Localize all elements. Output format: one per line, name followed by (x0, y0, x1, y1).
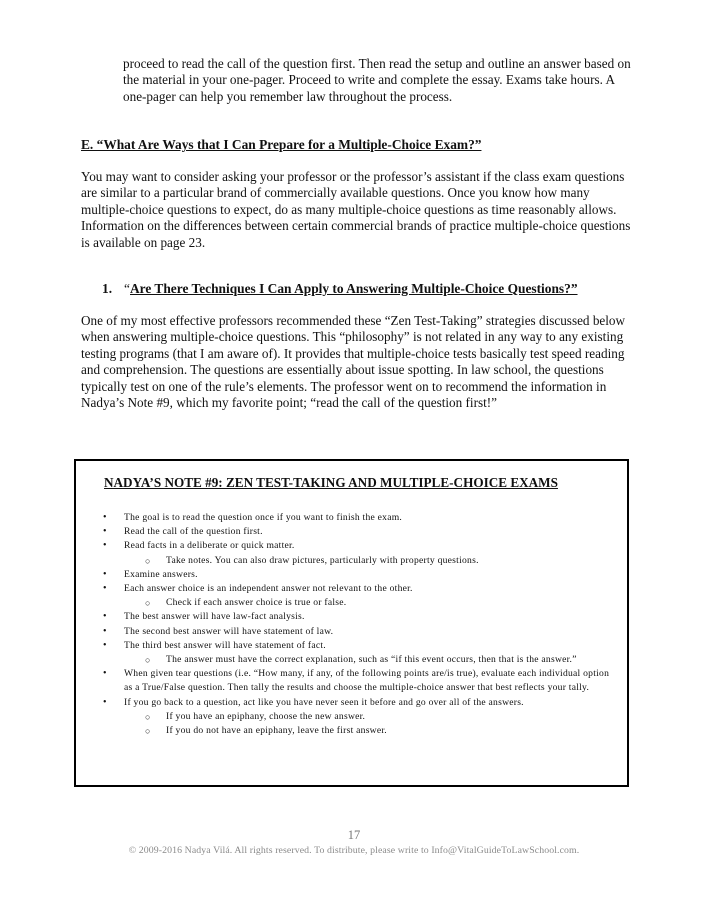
bullet-icon: • (103, 526, 107, 538)
note-list-item (103, 625, 613, 639)
note-sub-list (124, 596, 613, 610)
note-list-item (103, 582, 613, 610)
subsection-open-quote: “ (124, 281, 130, 296)
note-item-text: Examine answers. (124, 568, 198, 580)
note-sub-list (124, 710, 613, 738)
nadyas-note-box (74, 459, 629, 787)
bullet-icon: • (103, 668, 107, 680)
bullet-icon: • (103, 625, 107, 637)
note-bullet-list (103, 511, 613, 738)
note-list-item (103, 525, 613, 539)
note-sub-list (124, 653, 613, 667)
bullet-icon: • (103, 583, 107, 595)
hollow-circle-bullet-icon: ○ (145, 598, 151, 609)
hollow-circle-bullet-icon: ○ (145, 711, 151, 722)
note-list-item (103, 639, 613, 667)
section-e-heading: E. “What Are Ways that I Can Prepare for a Multiple-Choice Exam?” (81, 137, 482, 152)
note-sub-item (124, 724, 613, 738)
note-sub-list (124, 554, 613, 568)
subsection-1-heading (102, 281, 578, 297)
note-sub-item (124, 554, 613, 568)
note-item-text: If you go back to a question, act like you have never seen it before and go over all of the answers. (124, 696, 524, 708)
bullet-icon: • (103, 512, 107, 523)
note-item-text: Read facts in a deliberate or quick matter. (124, 540, 295, 552)
section-e-paragraph: You may want to consider asking your professor or the professor’s assistant if the class exam questions are similar to a particular brand of commercially available questions. Once you know how many multiple-choice questions to expect, do as many multiple-choice questions as time reasonably allows. Information on the differences between certain commercial brands of practice multiple-choice questions is available on page 23. (81, 169, 631, 250)
note-item-text: The best answer will have law-fact analysis. (124, 611, 305, 623)
bullet-icon: • (103, 568, 107, 580)
bullet-icon: • (103, 611, 107, 623)
bullet-icon: • (103, 540, 107, 552)
note-sub-item (124, 710, 613, 724)
note-sub-item-text: The answer must have the correct explanation, such as “if this event occurs, then that is the answer.” (166, 654, 577, 666)
note-sub-item (124, 596, 613, 610)
note-item-text: The goal is to read the question once if you want to finish the exam. (124, 512, 403, 523)
note-item-text: When given tear questions (i.e. “How many, if any, of the following points are/is true), evaluate each individual option as a True/False question. Then tally the results and choose the multiple-choice answer that best reflects your tally. (124, 668, 610, 694)
note-sub-item-text: Check if each answer choice is true or false. (166, 597, 347, 609)
page-number: 17 (347, 828, 361, 842)
note-sub-item-text: If you do not have an epiphany, leave the first answer. (166, 725, 387, 737)
subsection-title: Are There Techniques I Can Apply to Answering Multiple-Choice Questions?” (130, 281, 578, 296)
copyright-notice: © 2009-2016 Nadya Vilá. All rights reserved. To distribute, please write to Info@VitalGuideToLawSchool.com. (128, 845, 580, 856)
note-list-item (103, 568, 613, 582)
note-title: NADYA’S NOTE #9: ZEN TEST-TAKING AND MULTIPLE-CHOICE EXAMS (104, 475, 558, 490)
note-sub-item-text: If you have an epiphany, choose the new answer. (166, 710, 366, 722)
note-list-item (103, 539, 613, 567)
subsection-number: 1. (102, 281, 113, 296)
note-sub-item-text: Take notes. You can also draw pictures, particularly with property questions. (166, 554, 479, 566)
subsection-1-paragraph: One of my most effective professors recommended these “Zen Test-Taking” strategies discussed below when answering multiple-choice questions. This “philosophy” is not related in any way to any existing testing programs (that I am aware of). It provides that multiple-choice tests basically test speed reading and comprehension. The questions are essentially about issue spotting. In law school, the questions typically test on one of the rule’s elements. The professor went on to recommend the information in Nadya’s Note #9, which my favorite point; “read the call of the question first!” (81, 313, 626, 411)
note-sub-item (124, 653, 613, 667)
bullet-icon: • (103, 639, 107, 651)
note-item-text: The third best answer will have statement of fact. (124, 639, 326, 651)
hollow-circle-bullet-icon: ○ (145, 726, 151, 737)
note-item-text: Read the call of the question first. (124, 526, 263, 538)
hollow-circle-bullet-icon: ○ (145, 555, 151, 566)
note-list-item (103, 610, 613, 624)
note-item-text: Each answer choice is an independent answer not relevant to the other. (124, 583, 413, 595)
note-list-item (103, 667, 613, 695)
bullet-icon: • (103, 696, 107, 708)
intro-paragraph: proceed to read the call of the question first. Then read the setup and outline an answer based on the material in your one-pager. Proceed to write and complete the essay. Exams take hours. A one-pager can help you remember law throughout the process. (123, 56, 631, 104)
hollow-circle-bullet-icon: ○ (145, 655, 151, 666)
note-list-item (103, 511, 613, 525)
note-list-item (103, 696, 613, 739)
note-item-text: The second best answer will have statement of law. (124, 625, 334, 637)
